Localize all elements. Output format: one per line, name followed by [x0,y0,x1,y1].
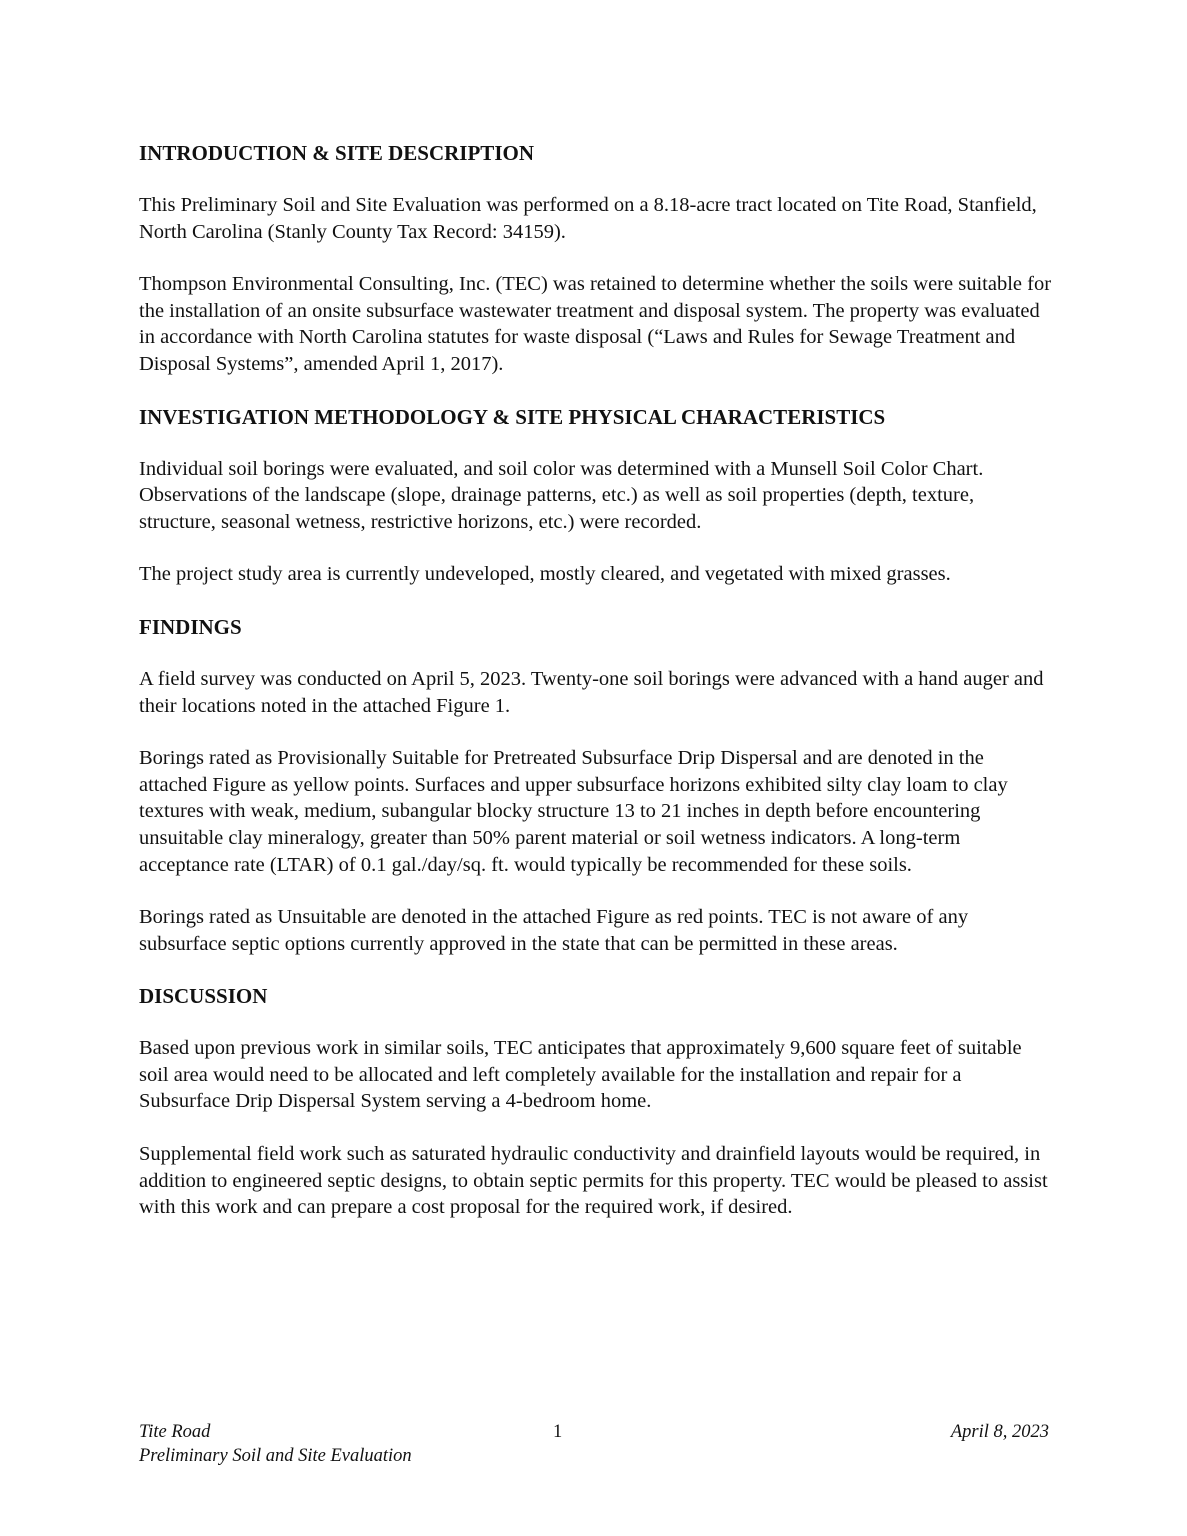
paragraph: Borings rated as Provisionally Suitable for Pretreated Subsurface Drip Dispersal and are denoted in the attached Figure as yellow points. Surfaces and upper subsurface horizons exhibited silty clay loam to clay textures with weak, medium, subangular blocky structure 13 to 21 inches in depth before encountering unsuitable clay mineralogy, greater than 50% parent material or soil wetness indicators. A long-term acceptance rate (LTAR) of 0.1 gal./day/sq. ft. would typically be recommended for these soils. [139,747,1008,876]
section-findings [139,614,1054,957]
section-heading: INTRODUCTION & SITE DESCRIPTION [139,141,534,165]
section-heading: FINDINGS [139,614,242,639]
section-heading: DISCUSSION [139,984,268,1009]
section-methodology [139,404,1054,588]
section-heading: INVESTIGATION METHODOLOGY & SITE PHYSICAL CHARACTERISTICS [139,404,886,429]
paragraph: Borings rated as Unsuitable are denoted in the attached Figure as red points. TEC is not aware of any subsurface septic options currently approved in the state that can be permitted in these areas. [139,906,969,955]
footer-project-name: Tite Road [139,1422,211,1442]
paragraph: Based upon previous work in similar soils, TEC anticipates that approximately 9,600 square feet of suitable soil area would need to be allocated and left completely available for the installation and repair for a Subsurface Drip Dispersal System serving a 4-bedroom home. [139,1037,1022,1113]
paragraph: This Preliminary Soil and Site Evaluation was performed on a 8.18-acre tract located on Tite Road, Stanfield, North Carolina (Stanly County Tax Record: 34159). [139,194,1037,243]
paragraph: Thompson Environmental Consulting, Inc. (TEC) was retained to determine whether the soils were suitable for the installation of an onsite subsurface wastewater treatment and disposal system. The property was evaluated in accordance with North Carolina statutes for waste disposal (“Laws and Rules for Sewage Treatment and Disposal Systems”, amended April 1, 2017). [139,273,1052,375]
footer-date: April 8, 2023 [950,1422,1049,1442]
document-body [139,140,1054,1247]
paragraph: The project study area is currently undeveloped, mostly cleared, and vegetated with mixed grasses. [139,563,951,586]
footer-report-title: Preliminary Soil and Site Evaluation [139,1446,412,1466]
paragraph: Supplemental field work such as saturated hydraulic conductivity and drainfield layouts would be required, in addition to engineered septic designs, to obtain septic permits for this property. TEC would be pleased to assist with this work and can prepare a cost proposal for the required work, if desired. [139,1143,1048,1219]
page-number: 1 [553,1422,563,1442]
section-introduction [139,140,1054,378]
paragraph: A field survey was conducted on April 5, 2023. Twenty-one soil borings were advanced with a hand auger and their locations noted in the attached Figure 1. [139,667,1044,717]
section-discussion [139,983,1054,1221]
footer-document-title [139,1420,412,1468]
paragraph: Individual soil borings were evaluated, and soil color was determined with a Munsell Soil Color Chart. Observations of the landscape (slope, drainage patterns, etc.) as well as soil properties (depth, texture, structure, seasonal wetness, restrictive horizons, etc.) were recorded. [139,457,984,533]
